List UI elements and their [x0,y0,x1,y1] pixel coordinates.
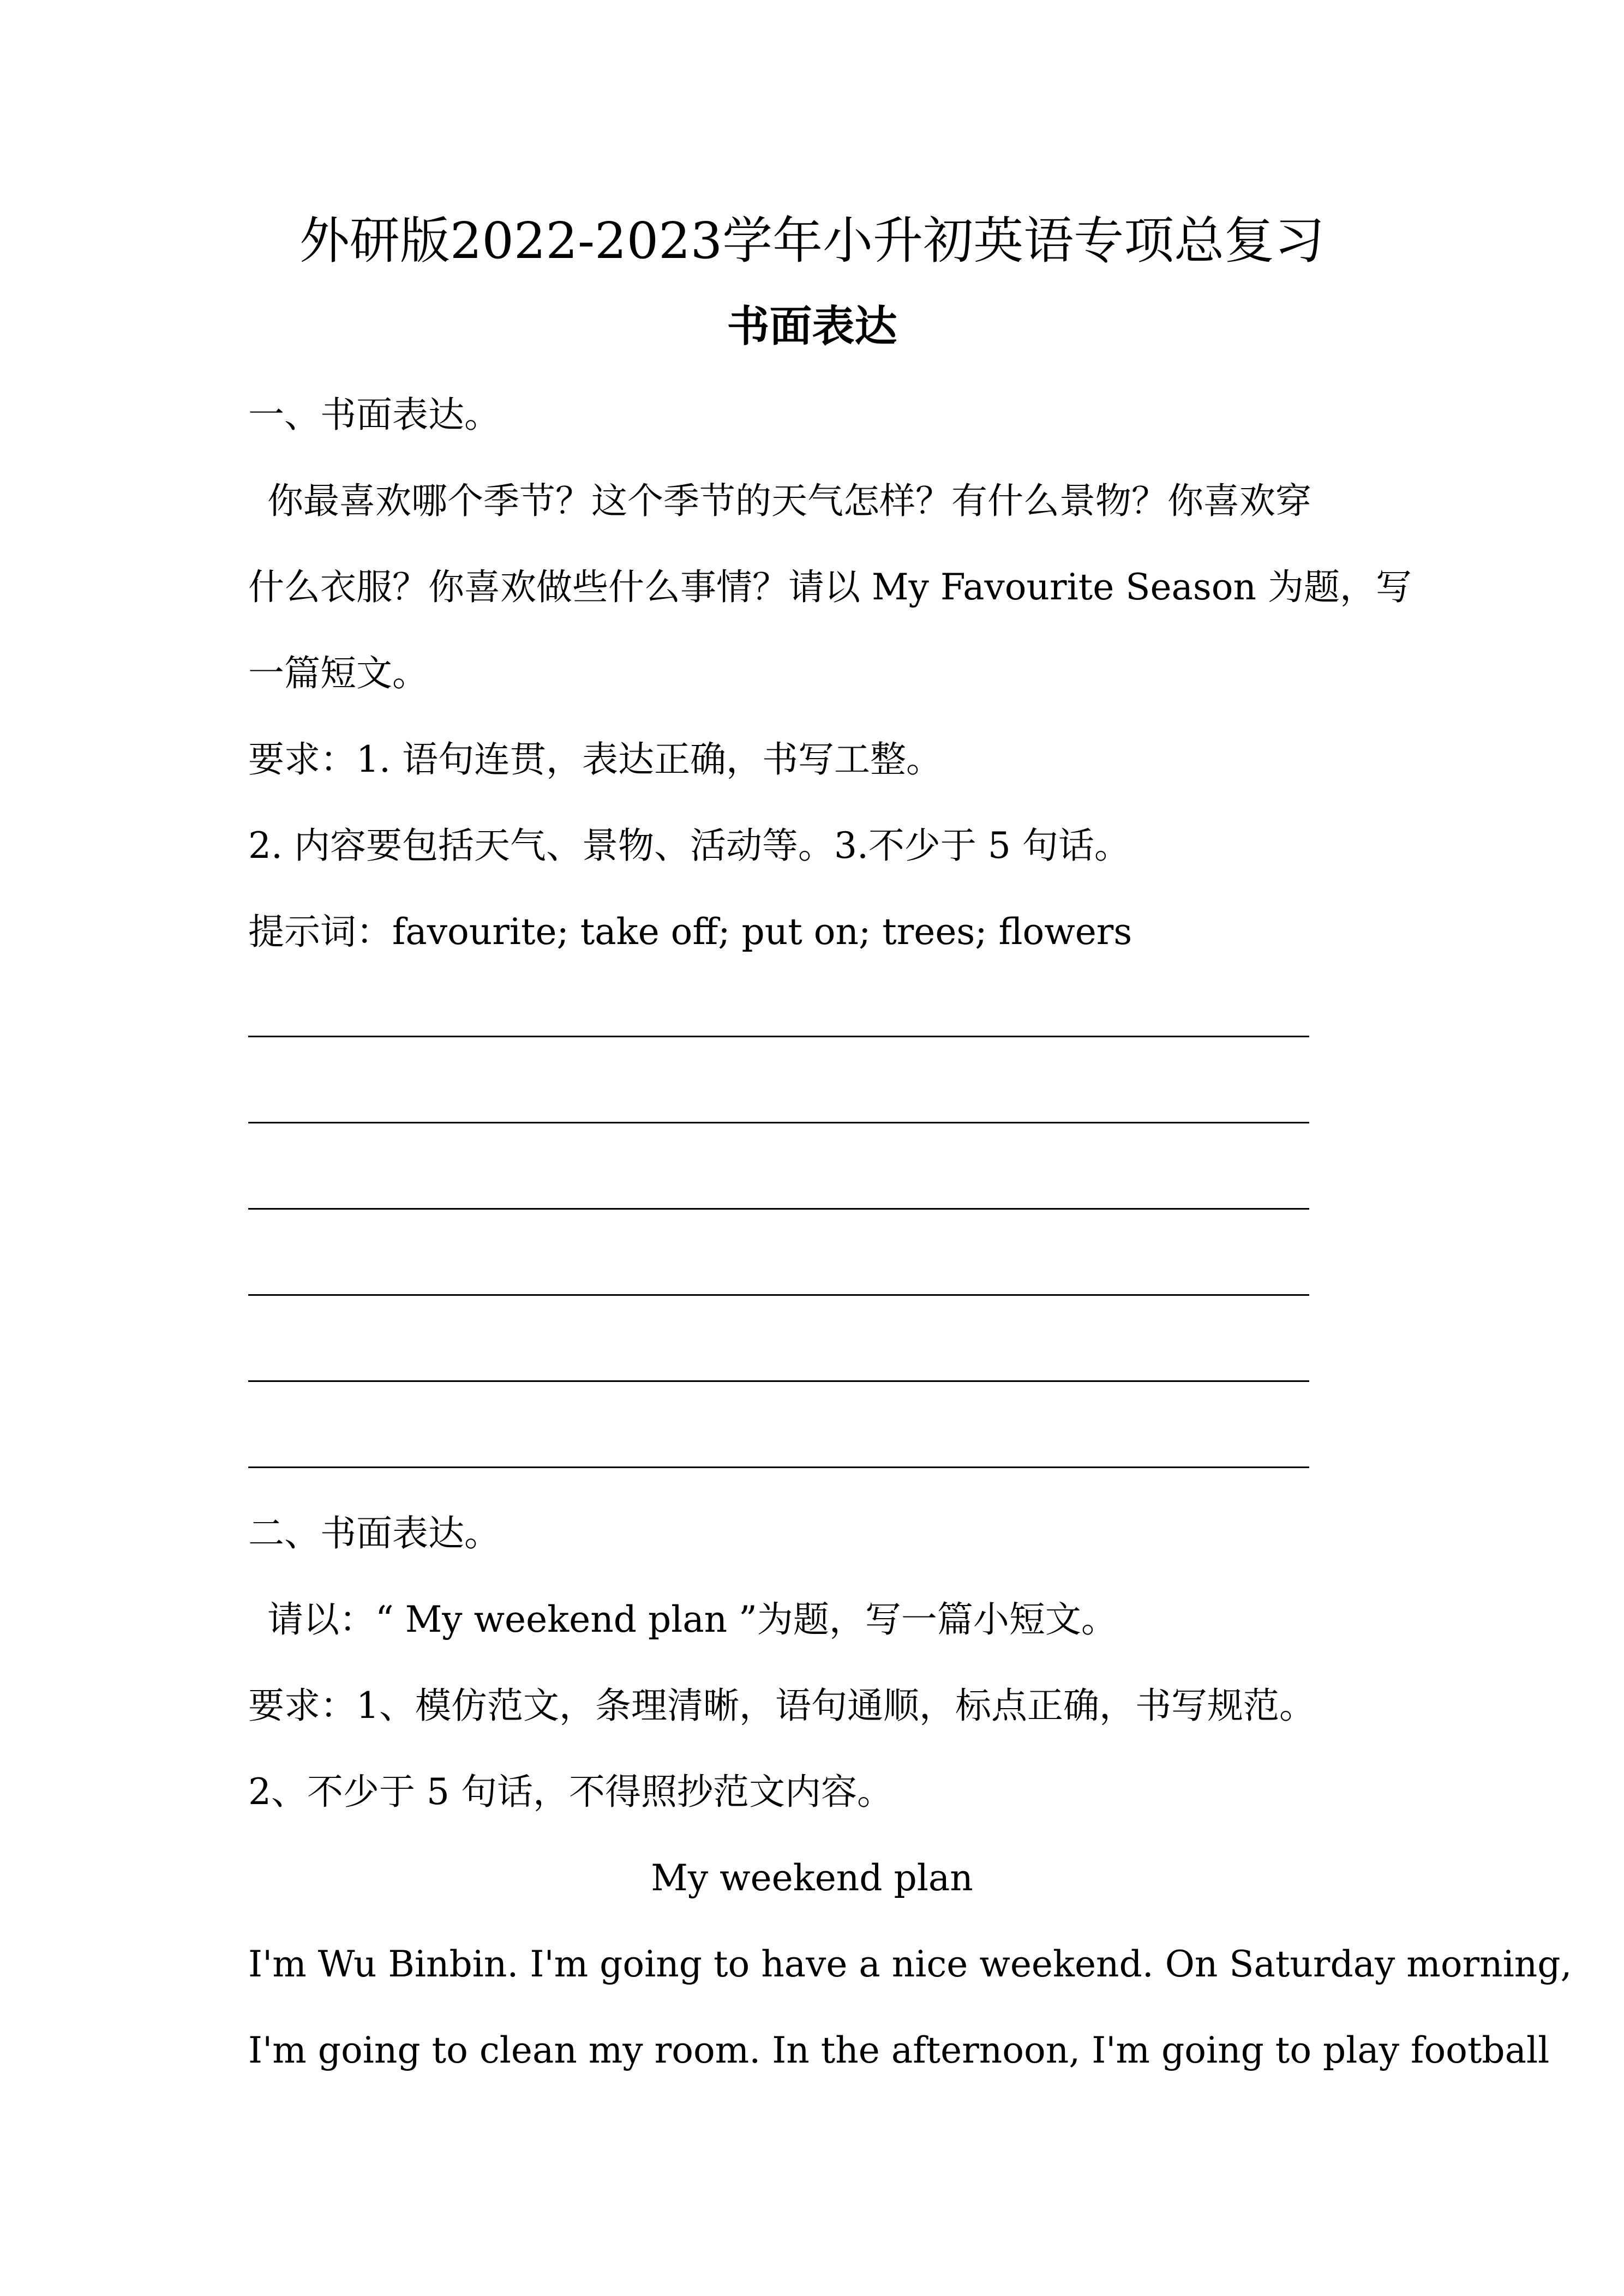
answer-line-1 [248,1036,1309,1037]
sample-essay-title: My weekend plan [651,1857,973,1899]
section-1-heading: 一、书面表达。 [248,394,500,436]
sample-essay-line-2: I'm going to clean my room. In the afternoon, I'm going to play football [248,2029,1550,2071]
section-2-requirement-2: 2、不少于 5 句话，不得照抄范文内容。 [248,1771,893,1813]
answer-line-6 [248,1466,1309,1468]
answer-line-3 [248,1208,1309,1210]
page-subtitle: 书面表达 [727,302,897,351]
section-1-requirement-1: 要求：1. 语句连贯，表达正确，书写工整。 [248,738,942,780]
section-2-prompt: 请以：“ My weekend plan ”为题，写一篇小短文。 [267,1598,1117,1640]
section-2-heading: 二、书面表达。 [248,1512,500,1554]
section-1-hint-words: 提示词：favourite; take off; put on; trees; flowers [248,911,1132,953]
answer-line-2 [248,1122,1309,1123]
sample-essay-line-1: I'm Wu Binbin. I'm going to have a nice weekend. On Saturday morning, [248,1943,1572,1985]
page-title: 外研版2022-2023学年小升初英语专项总复习 [299,212,1325,270]
answer-line-4 [248,1294,1309,1296]
section-1-prompt-line-2: 什么衣服？你喜欢做些什么事情？请以 My Favourite Season 为题，写 [248,566,1412,608]
section-1-prompt-line-3: 一篇短文。 [248,652,428,694]
section-1-prompt-line-1: 你最喜欢哪个季节？这个季节的天气怎样？有什么景物？你喜欢穿 [267,480,1311,522]
section-2-requirement-1: 要求：1、模仿范文，条理清晰，语句通顺，标点正确，书写规范。 [248,1685,1315,1727]
answer-line-5 [248,1380,1309,1382]
section-1-requirement-2: 2. 内容要包括天气、景物、活动等。3.不少于 5 句话。 [248,825,1130,867]
